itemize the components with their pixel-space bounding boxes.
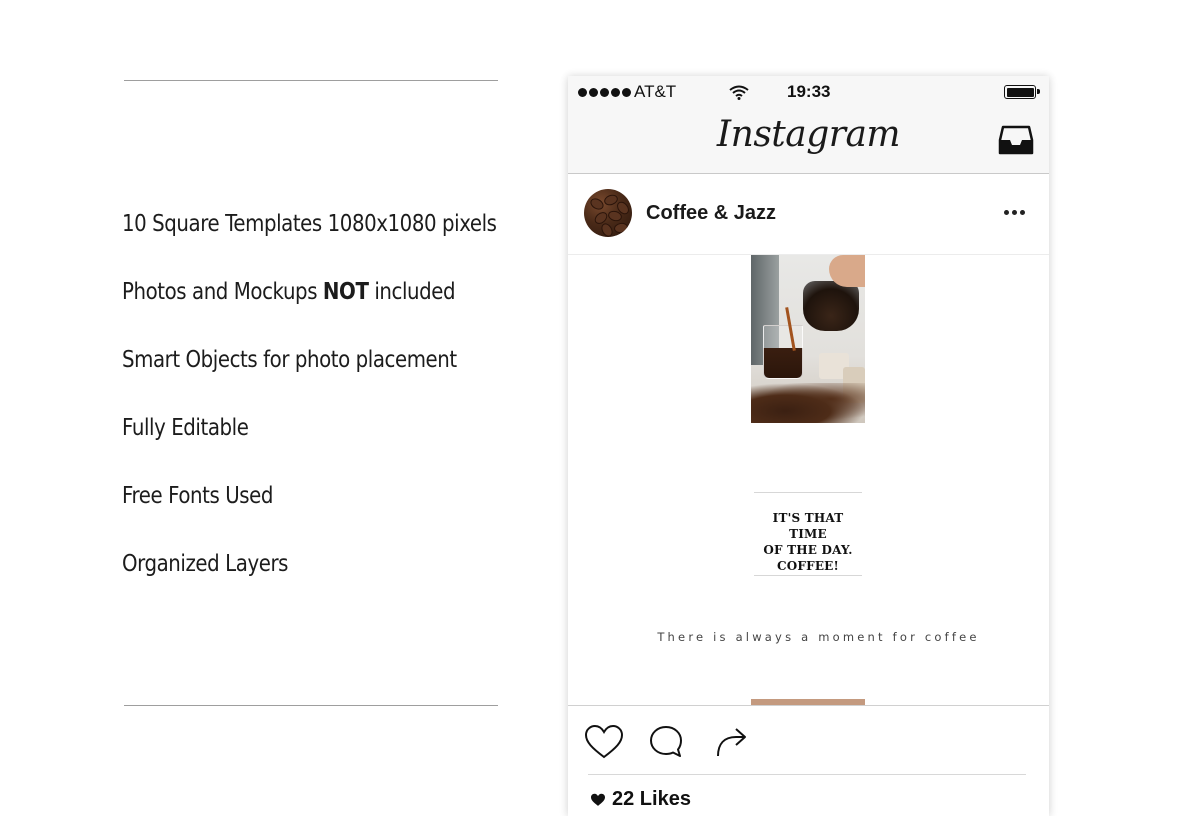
feature-text: Organized Layers (122, 551, 289, 577)
tagline-text: There is always a moment for coffee (657, 630, 980, 644)
post-header (568, 174, 1049, 255)
wifi-icon (728, 84, 750, 100)
signal-dots-icon (578, 88, 631, 97)
avatar[interactable] (584, 189, 632, 237)
instagram-logo[interactable]: Instagram (716, 114, 901, 155)
quote-text: IT'S THAT TIME OF THE DAY. COFFEE! (763, 511, 853, 573)
feature-item (122, 274, 497, 342)
feature-text: Smart Objects for photo placement (122, 347, 457, 373)
feature-item (122, 206, 497, 274)
post-image[interactable] (568, 255, 1049, 705)
phone-mockup (568, 76, 1049, 816)
inbox-tray-icon[interactable] (998, 124, 1034, 156)
feature-item (122, 478, 497, 546)
more-dots-icon[interactable] (1004, 210, 1025, 215)
bottom-divider-line (124, 705, 498, 706)
feature-text: 10 Square Templates 1080x1080 pixels (122, 211, 497, 237)
status-bar (568, 76, 1049, 108)
feature-text: Fully Editable (122, 415, 249, 441)
post-username[interactable]: Coffee & Jazz (646, 202, 777, 224)
feature-text-bold: NOT (322, 279, 369, 305)
feature-list (122, 206, 558, 614)
heart-icon[interactable] (584, 724, 624, 760)
feature-text-after: included (368, 279, 456, 305)
clock-label: 19:33 (787, 82, 831, 101)
share-arrow-icon[interactable] (714, 724, 750, 760)
top-bar (568, 76, 1049, 174)
top-divider-line (124, 80, 498, 81)
feature-text: Free Fonts Used (122, 483, 273, 509)
carrier-label: AT&T (634, 82, 677, 101)
actions-divider (588, 774, 1026, 775)
feature-text-before: Photos and Mockups (122, 279, 323, 305)
quote-box (754, 492, 862, 576)
coffee-photo (751, 255, 865, 423)
feature-item (122, 546, 497, 614)
battery-icon (1004, 85, 1036, 99)
comment-bubble-icon[interactable] (648, 724, 684, 760)
feature-item (122, 342, 497, 410)
feature-item (122, 410, 497, 478)
likes-label: 22 Likes (612, 788, 691, 810)
post-actions (568, 705, 1049, 776)
